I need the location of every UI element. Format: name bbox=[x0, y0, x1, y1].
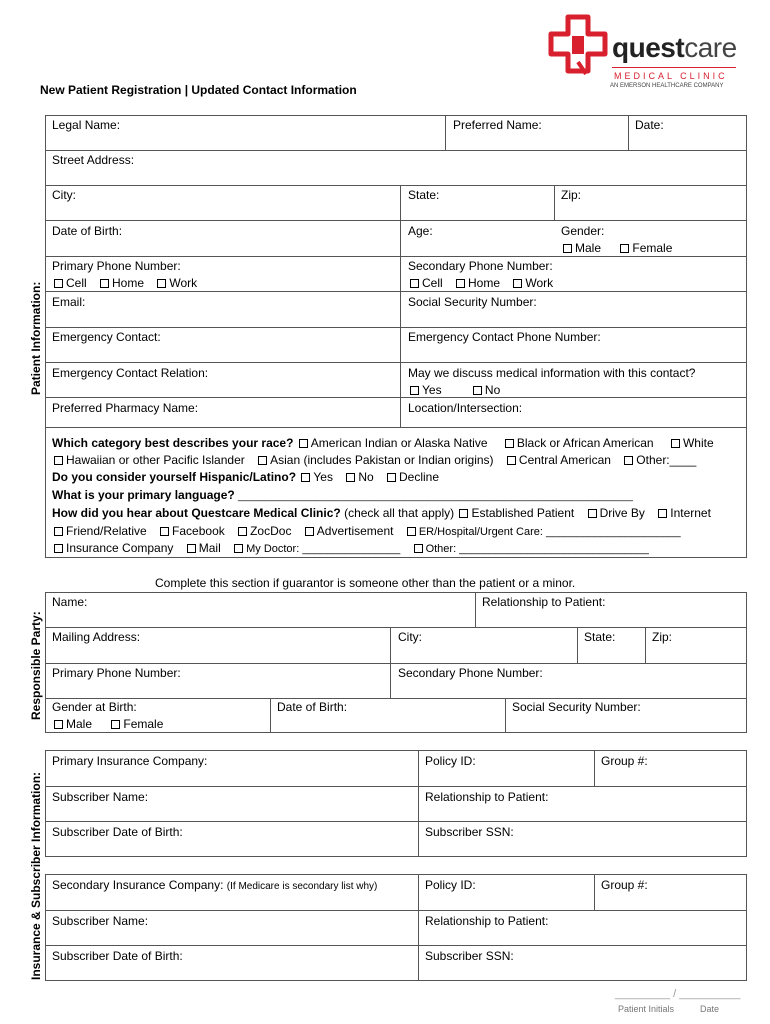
hear-checkbox[interactable] bbox=[407, 527, 416, 536]
zip-field[interactable]: Zip: bbox=[561, 188, 582, 202]
male-checkbox[interactable] bbox=[563, 244, 572, 253]
hear-checkbox[interactable] bbox=[459, 509, 468, 518]
no-checkbox[interactable] bbox=[473, 386, 482, 395]
pharmacy-field[interactable]: Preferred Pharmacy Name: bbox=[52, 401, 199, 415]
hear-checkbox[interactable] bbox=[238, 527, 247, 536]
subscriber-name-field[interactable]: Subscriber Name: bbox=[52, 914, 149, 928]
work-checkbox[interactable] bbox=[513, 279, 522, 288]
race-line-2: Hawaiian or other Pacific Islander Asian (includes Pakistan or Indian origins) Central American Other:____ bbox=[54, 453, 696, 467]
logo-tagline: AN EMERSON HEALTHCARE COMPANY bbox=[610, 83, 724, 89]
group-field[interactable]: Group #: bbox=[601, 878, 648, 892]
legal-name-field[interactable]: Legal Name: bbox=[52, 118, 121, 132]
hispanic-checkbox[interactable] bbox=[387, 473, 396, 482]
state-field[interactable]: State: bbox=[408, 188, 440, 202]
hear-checkbox[interactable] bbox=[305, 527, 314, 536]
race-checkbox[interactable] bbox=[624, 456, 633, 465]
hispanic-line: Do you consider yourself Hispanic/Latino? Yes No Decline bbox=[52, 470, 440, 484]
hear-checkbox[interactable] bbox=[54, 544, 63, 553]
preferred-name-field[interactable]: Preferred Name: bbox=[453, 118, 542, 132]
female-checkbox[interactable] bbox=[620, 244, 629, 253]
email-field[interactable]: Email: bbox=[52, 295, 86, 309]
race-checkbox[interactable] bbox=[299, 439, 308, 448]
dob-field[interactable]: Date of Birth: bbox=[52, 224, 123, 238]
primary-insurance-field[interactable]: Primary Insurance Company: bbox=[52, 754, 208, 768]
hear-checkbox[interactable] bbox=[234, 544, 243, 553]
age-field[interactable]: Age: bbox=[408, 224, 433, 238]
discuss-question: May we discuss medical information with this contact? bbox=[408, 366, 696, 380]
hear-line-2: Friend/Relative Facebook ZocDoc Advertisement ER/Hospital/Urgent Care: ______________________ bbox=[54, 524, 681, 538]
date-field[interactable]: Date: bbox=[635, 118, 664, 132]
subscriber-dob-field[interactable]: Subscriber Date of Birth: bbox=[52, 949, 183, 963]
subscriber-ssn-field[interactable]: Subscriber SSN: bbox=[425, 949, 514, 963]
patient-section-label: Patient Information: bbox=[29, 281, 43, 395]
hear-line-1: How did you hear about Questcare Medical Clinic? (check all that apply) Established Patient Drive By Internet bbox=[52, 506, 711, 520]
language-line[interactable]: What is your primary language? _______________________________________________________________________ bbox=[52, 488, 633, 502]
race-checkbox[interactable] bbox=[54, 456, 63, 465]
primary-phone-type: Cell Home Work bbox=[54, 276, 207, 290]
emergency-relation-field[interactable]: Emergency Contact Relation: bbox=[52, 366, 209, 380]
secondary-phone-field[interactable]: Secondary Phone Number: bbox=[408, 259, 553, 273]
logo bbox=[548, 14, 748, 94]
emergency-contact-field[interactable]: Emergency Contact: bbox=[52, 330, 161, 344]
policy-id-field[interactable]: Policy ID: bbox=[425, 878, 476, 892]
subscriber-relationship-field[interactable]: Relationship to Patient: bbox=[425, 790, 549, 804]
hear-checkbox[interactable] bbox=[54, 527, 63, 536]
logo-wordmark: questcare bbox=[612, 32, 737, 63]
race-line-1: Which category best describes your race? American Indian or Alaska Native Black or African American White bbox=[52, 436, 714, 450]
guarantor-primary-phone-field[interactable]: Primary Phone Number: bbox=[52, 666, 181, 680]
policy-id-field[interactable]: Policy ID: bbox=[425, 754, 476, 768]
initials-line[interactable]: _________ / __________ bbox=[615, 988, 741, 1000]
guarantor-city-field[interactable]: City: bbox=[398, 630, 422, 644]
cell-checkbox[interactable] bbox=[410, 279, 419, 288]
cross-logo-icon bbox=[548, 14, 608, 76]
guarantor-secondary-phone-field[interactable]: Secondary Phone Number: bbox=[398, 666, 543, 680]
gender-options: Male Female bbox=[563, 241, 682, 255]
city-field[interactable]: City: bbox=[52, 188, 76, 202]
hear-checkbox[interactable] bbox=[414, 544, 423, 553]
discuss-options: Yes No bbox=[410, 383, 510, 397]
cell-checkbox[interactable] bbox=[54, 279, 63, 288]
subscriber-relationship-field[interactable]: Relationship to Patient: bbox=[425, 914, 549, 928]
secondary-insurance-field[interactable]: Secondary Insurance Company: (If Medicare is secondary list why) bbox=[52, 878, 378, 892]
hear-checkbox[interactable] bbox=[588, 509, 597, 518]
insurance-section-label: Insurance & Subscriber Information: bbox=[29, 771, 43, 980]
guarantor-note: Complete this section if guarantor is someone other than the patient or a minor. bbox=[155, 576, 576, 590]
ssn-field[interactable]: Social Security Number: bbox=[408, 295, 537, 309]
guarantor-relationship-field[interactable]: Relationship to Patient: bbox=[482, 595, 606, 609]
hear-checkbox[interactable] bbox=[658, 509, 667, 518]
guarantor-ssn-field[interactable]: Social Security Number: bbox=[512, 700, 641, 714]
female-checkbox[interactable] bbox=[111, 720, 120, 729]
patient-initials-label: Patient Initials bbox=[618, 1004, 675, 1014]
guarantor-dob-field[interactable]: Date of Birth: bbox=[277, 700, 348, 714]
group-field[interactable]: Group #: bbox=[601, 754, 648, 768]
male-checkbox[interactable] bbox=[54, 720, 63, 729]
guarantor-gender-options: Male Female bbox=[54, 717, 163, 731]
subscriber-ssn-field[interactable]: Subscriber SSN: bbox=[425, 825, 514, 839]
primary-phone-field[interactable]: Primary Phone Number: bbox=[52, 259, 181, 273]
emergency-phone-field[interactable]: Emergency Contact Phone Number: bbox=[408, 330, 601, 344]
hispanic-checkbox[interactable] bbox=[346, 473, 355, 482]
race-checkbox[interactable] bbox=[505, 439, 514, 448]
hear-line-3: Insurance Company Mail My Doctor: ________________ Other: _______________________________ bbox=[54, 541, 649, 555]
hear-checkbox[interactable] bbox=[187, 544, 196, 553]
gender-label: Gender: bbox=[561, 224, 605, 238]
subscriber-name-field[interactable]: Subscriber Name: bbox=[52, 790, 149, 804]
home-checkbox[interactable] bbox=[100, 279, 109, 288]
race-checkbox[interactable] bbox=[671, 439, 680, 448]
location-field[interactable]: Location/Intersection: bbox=[408, 401, 523, 415]
guarantor-mailing-field[interactable]: Mailing Address: bbox=[52, 630, 141, 644]
race-checkbox[interactable] bbox=[507, 456, 516, 465]
hispanic-checkbox[interactable] bbox=[301, 473, 310, 482]
race-checkbox[interactable] bbox=[258, 456, 267, 465]
guarantor-state-field[interactable]: State: bbox=[584, 630, 616, 644]
responsible-party-label: Responsible Party: bbox=[29, 611, 43, 720]
yes-checkbox[interactable] bbox=[410, 386, 419, 395]
secondary-phone-type: Cell Home Work bbox=[410, 276, 563, 290]
work-checkbox[interactable] bbox=[157, 279, 166, 288]
page-title: New Patient Registration | Updated Contact Information bbox=[40, 83, 357, 97]
home-checkbox[interactable] bbox=[456, 279, 465, 288]
street-address-field[interactable]: Street Address: bbox=[52, 153, 135, 167]
subscriber-dob-field[interactable]: Subscriber Date of Birth: bbox=[52, 825, 183, 839]
logo-subtitle: MEDICAL CLINIC bbox=[614, 71, 728, 81]
hear-checkbox[interactable] bbox=[160, 527, 169, 536]
guarantor-gender-label: Gender at Birth: bbox=[52, 700, 137, 714]
guarantor-zip-field[interactable]: Zip: bbox=[652, 630, 673, 644]
date-label: Date bbox=[700, 1004, 720, 1014]
guarantor-name-field[interactable]: Name: bbox=[52, 595, 88, 609]
